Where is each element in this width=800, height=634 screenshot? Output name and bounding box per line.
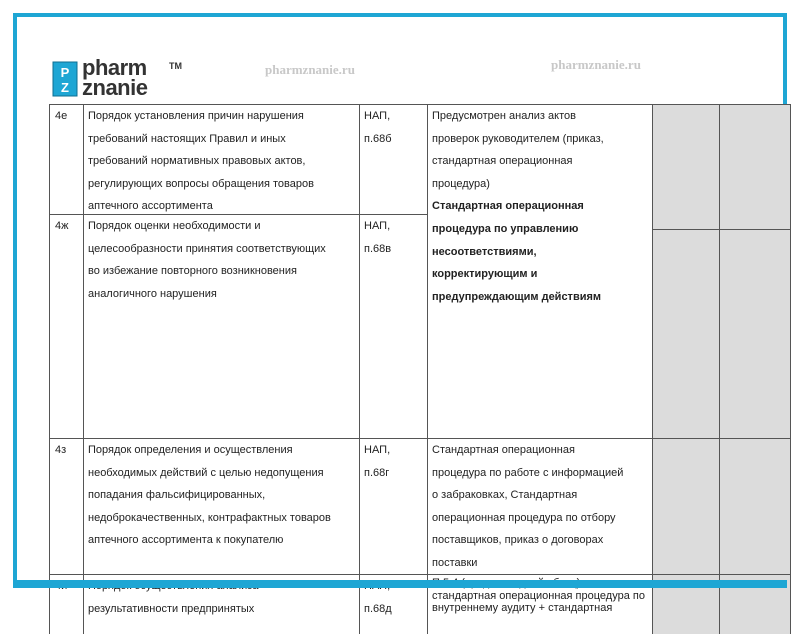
note-bold-line: корректирующим и (432, 268, 538, 281)
description-line: аналогичного нарушения (88, 287, 217, 300)
grey-cell (652, 438, 719, 574)
note-bold-line: несоответствиями, (432, 245, 537, 258)
note-line: стандартная операционная (432, 155, 573, 168)
row-id: 4ж (55, 220, 69, 232)
grey-cell (719, 229, 791, 438)
note-line: проверок руководителем (приказ, (432, 132, 604, 145)
grey-cell (719, 104, 791, 229)
grey-cell (719, 438, 791, 574)
logo-text-pharm: pharm (82, 55, 147, 80)
svg-text:P: P (60, 65, 70, 80)
note-line: о забраковках, Стандартная (432, 489, 578, 502)
row-reference-cell (359, 214, 427, 438)
note-line: внутреннему аудиту + стандартная (432, 602, 613, 614)
description-line: Порядок оценки необходимости и (88, 220, 261, 232)
description-line: требований нормативных правовых актов, (88, 155, 306, 168)
row-note-cell (427, 438, 652, 574)
description-line: необходимых действий с целью недопущения (88, 466, 324, 479)
row-id-cell (49, 214, 83, 438)
description-line: аптечного ассортимента к покупателю (88, 534, 284, 547)
row-description-cell (83, 104, 359, 214)
description-line: попадания фальсифицированных, (88, 489, 266, 502)
description-line: целесообразности принятия соответствующих (88, 242, 326, 255)
merged-note-cell (427, 104, 652, 438)
logo-text-znanie: znanie (82, 75, 148, 100)
pz-logo-icon (52, 61, 78, 97)
note-line: поставщиков, приказ о договорах (432, 534, 604, 547)
reference-line: НАП, (364, 220, 391, 232)
svg-text:Z: Z (61, 80, 69, 95)
requirements-table (49, 104, 791, 624)
row-id-cell (49, 104, 83, 214)
description-line: во избежание повторного возникновения (88, 265, 297, 278)
description-line: регулирующих вопросы обращения товаров (88, 177, 314, 190)
reference-line: п.68д (364, 602, 392, 615)
note-bold-line: Стандартная операционная (432, 200, 584, 213)
reference-line: п.68б (364, 132, 392, 145)
description-line: результативности предпринятых (88, 602, 255, 615)
row-reference-cell (359, 438, 427, 574)
grey-cell (652, 104, 719, 229)
slide-bottom-border (13, 580, 787, 588)
watermark-left: pharmznanie.ru (265, 62, 355, 77)
note-bold-line: предупреждающим действиям (432, 290, 602, 303)
row-id: 4е (55, 110, 68, 122)
description-line: аптечного ассортимента (88, 200, 213, 213)
watermark-right: pharmznanie.ru (551, 57, 641, 72)
note-line: Стандартная операционная (432, 444, 575, 456)
row-description-cell (83, 214, 359, 438)
reference-line: п.68г (364, 466, 390, 479)
grey-cell (652, 229, 719, 438)
row-id-cell (49, 438, 83, 574)
description-line: недоброкачественных, контрафактных товаров (88, 511, 331, 524)
note-bold-line: процедура по управлению (432, 222, 579, 235)
description-line: требований настоящих Правил и иных (88, 132, 286, 145)
description-line: Порядок определения и осуществления (88, 444, 293, 456)
logo-trademark: TM (169, 61, 182, 71)
reference-line: п.68в (364, 242, 392, 255)
note-line: процедура по работе с информацией (432, 466, 624, 479)
note-line: поставки (432, 556, 478, 569)
note-line: Предусмотрен анализ актов (432, 110, 576, 122)
description-line: Порядок установления причин нарушения (88, 110, 304, 122)
row-id: 4з (55, 444, 67, 456)
reference-line: НАП, (364, 110, 391, 122)
row-reference-cell (359, 104, 427, 214)
note-line: операционная процедура по отбору (432, 511, 616, 524)
slide-frame (13, 13, 787, 615)
reference-line: НАП, (364, 444, 391, 456)
note-line: процедура) (432, 177, 490, 190)
note-line: стандартная операционная процедура по (432, 589, 645, 602)
pharmznanie-logo (52, 55, 192, 103)
row-description-cell (83, 438, 359, 574)
